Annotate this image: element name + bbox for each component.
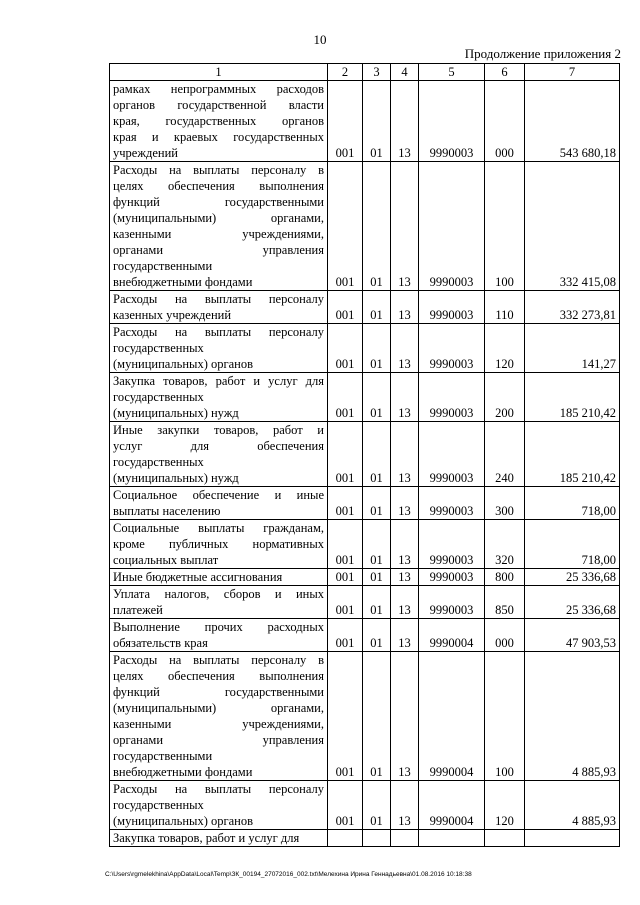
table-row bbox=[110, 781, 620, 830]
expense-name-line: государственных bbox=[113, 798, 204, 812]
admin-code: 001 bbox=[328, 652, 363, 781]
admin-code: 001 bbox=[328, 373, 363, 422]
expense-name-line: целях обеспечения выполнения bbox=[113, 179, 324, 193]
table-row bbox=[110, 830, 620, 847]
expense-name-line: Закупка товаров, работ и услуг для bbox=[113, 831, 300, 845]
admin-code: 001 bbox=[328, 324, 363, 373]
target-article-code: 9990003 bbox=[419, 324, 485, 373]
subsection-code: 13 bbox=[391, 324, 419, 373]
table-row bbox=[110, 619, 620, 652]
admin-code: 001 bbox=[328, 162, 363, 291]
subsection-code: 13 bbox=[391, 781, 419, 830]
expense-name-line: выплаты населению bbox=[113, 504, 221, 518]
expense-name-line: органами управления bbox=[113, 733, 324, 747]
section-code: 01 bbox=[363, 373, 391, 422]
expense-type-code: 850 bbox=[485, 586, 525, 619]
expense-name-line: органами управления bbox=[113, 243, 324, 257]
expense-type-code bbox=[485, 830, 525, 847]
section-code: 01 bbox=[363, 81, 391, 162]
header-col-4: 4 bbox=[391, 64, 419, 81]
expense-type-code: 320 bbox=[485, 520, 525, 569]
section-code: 01 bbox=[363, 324, 391, 373]
table-body bbox=[110, 81, 620, 847]
expense-name-line: (муниципальных) нужд bbox=[113, 471, 239, 485]
file-path-footer: C:\Users\rgmelekhina\AppData\Local\Temp\ЗК_00194_27072016_002.txt\Мелехина Ирина Геннадьевна\01.08.2016 10:18:38 bbox=[105, 871, 472, 878]
header-col-6: 6 bbox=[485, 64, 525, 81]
expense-name-line: внебюджетными фондами bbox=[113, 275, 253, 289]
target-article-code: 9990003 bbox=[419, 422, 485, 487]
expense-name bbox=[110, 81, 328, 162]
expense-name bbox=[110, 162, 328, 291]
target-article-code: 9990003 bbox=[419, 81, 485, 162]
expense-name bbox=[110, 586, 328, 619]
header-col-1: 1 bbox=[110, 64, 328, 81]
expense-name-line: Иные бюджетные ассигнования bbox=[113, 570, 283, 584]
target-article-code: 9990003 bbox=[419, 487, 485, 520]
table-row bbox=[110, 324, 620, 373]
expense-name-line: Закупка товаров, работ и услуг для bbox=[113, 374, 324, 388]
amount: 4 885,93 bbox=[525, 781, 620, 830]
target-article-code: 9990003 bbox=[419, 569, 485, 586]
section-code: 01 bbox=[363, 422, 391, 487]
expense-type-code: 000 bbox=[485, 81, 525, 162]
table-header-row bbox=[110, 64, 620, 81]
amount: 47 903,53 bbox=[525, 619, 620, 652]
target-article-code bbox=[419, 830, 485, 847]
expense-name-line: (муниципальных) органов bbox=[113, 814, 254, 828]
expense-name-line: внебюджетными фондами bbox=[113, 765, 253, 779]
amount: 332 273,81 bbox=[525, 291, 620, 324]
target-article-code: 9990003 bbox=[419, 586, 485, 619]
admin-code: 001 bbox=[328, 81, 363, 162]
expense-type-code: 240 bbox=[485, 422, 525, 487]
expense-name-line: Расходы на выплаты персоналу в bbox=[113, 653, 324, 667]
expense-name-line: края, государственных органов bbox=[113, 114, 324, 128]
table-row bbox=[110, 373, 620, 422]
expense-name bbox=[110, 373, 328, 422]
target-article-code: 9990004 bbox=[419, 652, 485, 781]
subsection-code: 13 bbox=[391, 652, 419, 781]
section-code: 01 bbox=[363, 652, 391, 781]
section-code: 01 bbox=[363, 487, 391, 520]
admin-code: 001 bbox=[328, 569, 363, 586]
target-article-code: 9990003 bbox=[419, 373, 485, 422]
expense-name-line: государственными bbox=[113, 259, 213, 273]
expense-name bbox=[110, 781, 328, 830]
table-row bbox=[110, 487, 620, 520]
expense-name-line: государственными bbox=[113, 749, 213, 763]
amount: 141,27 bbox=[525, 324, 620, 373]
expense-name-line: учреждений bbox=[113, 146, 178, 160]
section-code: 01 bbox=[363, 619, 391, 652]
expense-name-line: (муниципальными) органами, bbox=[113, 701, 324, 715]
section-code: 01 bbox=[363, 520, 391, 569]
admin-code: 001 bbox=[328, 520, 363, 569]
admin-code: 001 bbox=[328, 586, 363, 619]
table-row bbox=[110, 569, 620, 586]
expense-name bbox=[110, 569, 328, 586]
expense-name-line: целях обеспечения выполнения bbox=[113, 669, 324, 683]
expense-name-line: Иные закупки товаров, работ и bbox=[113, 423, 324, 437]
expense-name bbox=[110, 830, 328, 847]
admin-code: 001 bbox=[328, 781, 363, 830]
subsection-code: 13 bbox=[391, 487, 419, 520]
expense-name-line: государственных bbox=[113, 455, 204, 469]
subsection-code: 13 bbox=[391, 619, 419, 652]
page-number: 10 bbox=[313, 32, 327, 47]
amount: 718,00 bbox=[525, 520, 620, 569]
amount: 25 336,68 bbox=[525, 586, 620, 619]
expense-type-code: 100 bbox=[485, 652, 525, 781]
target-article-code: 9990004 bbox=[419, 781, 485, 830]
section-code: 01 bbox=[363, 162, 391, 291]
amount: 185 210,42 bbox=[525, 373, 620, 422]
table-row bbox=[110, 422, 620, 487]
expense-name bbox=[110, 291, 328, 324]
expense-name-line: (муниципальных) нужд bbox=[113, 406, 239, 420]
section-code: 01 bbox=[363, 781, 391, 830]
expense-name-line: органов государственной власти bbox=[113, 98, 324, 112]
expense-type-code: 110 bbox=[485, 291, 525, 324]
expense-name-line: Уплата налогов, сборов и иных bbox=[113, 587, 324, 601]
expense-name-line: социальных выплат bbox=[113, 553, 219, 567]
amount bbox=[525, 830, 620, 847]
expense-name-line: края и краевых государственных bbox=[113, 130, 324, 144]
expense-name-line: Выполнение прочих расходных bbox=[113, 620, 324, 634]
expense-name-line: кроме публичных нормативных bbox=[113, 537, 324, 551]
section-code bbox=[363, 830, 391, 847]
table-row bbox=[110, 162, 620, 291]
admin-code: 001 bbox=[328, 619, 363, 652]
expense-name-line: государственных bbox=[113, 341, 204, 355]
expense-name-line: (муниципальными) органами, bbox=[113, 211, 324, 225]
expense-name bbox=[110, 652, 328, 781]
header-col-5: 5 bbox=[419, 64, 485, 81]
target-article-code: 9990003 bbox=[419, 520, 485, 569]
section-code: 01 bbox=[363, 291, 391, 324]
subsection-code: 13 bbox=[391, 586, 419, 619]
target-article-code: 9990004 bbox=[419, 619, 485, 652]
expense-name-line: государственных bbox=[113, 390, 204, 404]
expense-name-line: Социальные выплаты гражданам, bbox=[113, 521, 324, 535]
table-row bbox=[110, 81, 620, 162]
expense-name bbox=[110, 520, 328, 569]
table-row bbox=[110, 586, 620, 619]
header-col-7: 7 bbox=[525, 64, 620, 81]
table-row bbox=[110, 520, 620, 569]
expense-name bbox=[110, 487, 328, 520]
subsection-code: 13 bbox=[391, 81, 419, 162]
admin-code: 001 bbox=[328, 291, 363, 324]
expense-name-line: казенными учреждениями, bbox=[113, 227, 324, 241]
expense-name-line: казенных учреждений bbox=[113, 308, 232, 322]
expense-type-code: 120 bbox=[485, 324, 525, 373]
expense-type-code: 300 bbox=[485, 487, 525, 520]
section-code: 01 bbox=[363, 586, 391, 619]
expense-name-line: Социальное обеспечение и иные bbox=[113, 488, 324, 502]
target-article-code: 9990003 bbox=[419, 291, 485, 324]
expense-name bbox=[110, 619, 328, 652]
amount: 543 680,18 bbox=[525, 81, 620, 162]
subsection-code: 13 bbox=[391, 520, 419, 569]
expense-name-line: Расходы на выплаты персоналу в bbox=[113, 163, 324, 177]
subsection-code bbox=[391, 830, 419, 847]
expense-name-line: Расходы на выплаты персоналу bbox=[113, 782, 324, 796]
admin-code: 001 bbox=[328, 487, 363, 520]
subsection-code: 13 bbox=[391, 291, 419, 324]
expense-name-line: обязательств края bbox=[113, 636, 208, 650]
expense-name-line: Расходы на выплаты персоналу bbox=[113, 325, 324, 339]
expense-name-line: казенными учреждениями, bbox=[113, 717, 324, 731]
section-code: 01 bbox=[363, 569, 391, 586]
expense-type-code: 120 bbox=[485, 781, 525, 830]
target-article-code: 9990003 bbox=[419, 162, 485, 291]
expense-name-line: функций государственными bbox=[113, 685, 324, 699]
admin-code bbox=[328, 830, 363, 847]
amount: 332 415,08 bbox=[525, 162, 620, 291]
expense-name bbox=[110, 324, 328, 373]
subsection-code: 13 bbox=[391, 162, 419, 291]
amount: 718,00 bbox=[525, 487, 620, 520]
expense-name bbox=[110, 422, 328, 487]
expense-type-code: 100 bbox=[485, 162, 525, 291]
budget-table bbox=[109, 63, 620, 847]
expense-name-line: Расходы на выплаты персоналу bbox=[113, 292, 324, 306]
subsection-code: 13 bbox=[391, 373, 419, 422]
expense-name-line: функций государственными bbox=[113, 195, 324, 209]
expense-type-code: 800 bbox=[485, 569, 525, 586]
expense-type-code: 200 bbox=[485, 373, 525, 422]
expense-type-code: 000 bbox=[485, 619, 525, 652]
amount: 185 210,42 bbox=[525, 422, 620, 487]
table-row bbox=[110, 291, 620, 324]
expense-name-line: услуг для обеспечения bbox=[113, 439, 324, 453]
expense-name-line: платежей bbox=[113, 603, 163, 617]
expense-name-line: рамках непрограммных расходов bbox=[113, 82, 324, 96]
expense-name-line: (муниципальных) органов bbox=[113, 357, 254, 371]
continuation-heading: Продолжение приложения 2 bbox=[464, 46, 621, 61]
subsection-code: 13 bbox=[391, 569, 419, 586]
header-col-3: 3 bbox=[363, 64, 391, 81]
header-col-2: 2 bbox=[328, 64, 363, 81]
amount: 25 336,68 bbox=[525, 569, 620, 586]
table-row bbox=[110, 652, 620, 781]
subsection-code: 13 bbox=[391, 422, 419, 487]
admin-code: 001 bbox=[328, 422, 363, 487]
amount: 4 885,93 bbox=[525, 652, 620, 781]
